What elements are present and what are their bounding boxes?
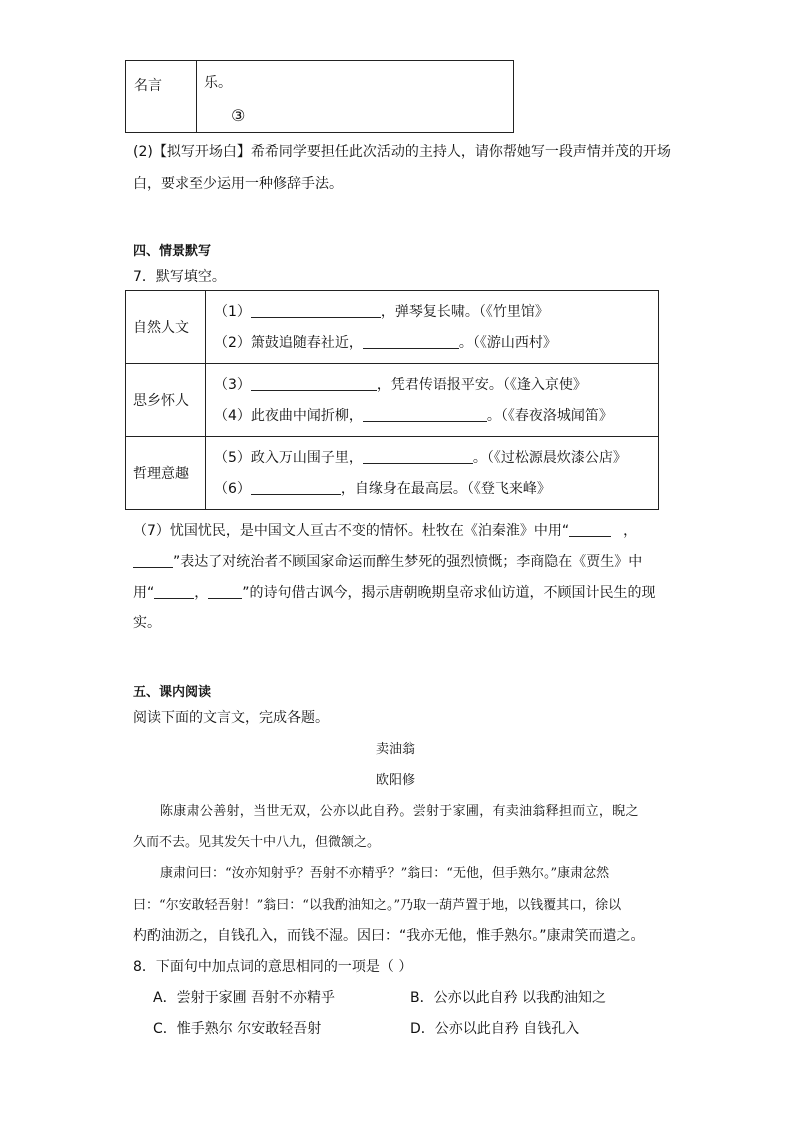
q7-prompt: 7．默写填空。 (133, 269, 226, 285)
circled-marker: ③ (231, 106, 246, 125)
category-cell: 思乡怀人 (126, 364, 206, 437)
fill-item: （1） ，弹琴复长啸。（《竹里馆》 (214, 304, 549, 320)
q7-7-line3: 用“ ， ”的诗句借古讽今，揭示唐朝晚期皇帝求仙访道，不顾国计民生的现 (133, 585, 656, 601)
q7-7-line4: 实。 (133, 615, 161, 631)
passage-p1-line1: 陈康肃公善射，当世无双，公亦以此自矜。尝射于家圃，有卖油翁释担而立，睨之 (160, 804, 639, 819)
option-c[interactable]: C．惟手熟尔 尔安敢轻吾射 (153, 1021, 322, 1037)
answer-blank[interactable] (363, 407, 487, 422)
top-table (125, 60, 514, 133)
passage-author: 欧阳修 (376, 773, 416, 788)
q7-7-line1: （7）忧国忧民，是中国文人亘古不变的情怀。杜牧在《泊秦淮》中用“ ， (133, 523, 638, 539)
category-cell: 哲理意趣 (126, 437, 206, 510)
q7-7-line2: ”表达了对统治者不顾国家命运而醉生梦死的强烈愤慨；李商隐在《贾生》中 (133, 551, 642, 571)
passage-p1-line2: 久而不去。见其发矢十中八九，但微颔之。 (133, 835, 381, 850)
option-b[interactable]: B．公亦以此自矜 以我酌油知之 (410, 990, 607, 1006)
answer-blank[interactable] (363, 449, 473, 464)
answer-blank[interactable] (154, 584, 194, 599)
passage-p2-line1: 康肃问曰：“汝亦知射乎？吾射不亦精乎？”翁曰：“无他，但手熟尔。”康肃忿然 (160, 866, 610, 881)
top-table-label: 名言 (126, 61, 197, 133)
answer-blank[interactable] (569, 522, 611, 537)
answer-blank[interactable] (251, 480, 341, 495)
category-cell: 自然人文 (126, 291, 206, 364)
passage-p2-line3: 杓酌油沥之，自钱孔入，而钱不湿。因曰：“我亦无他，惟手熟尔。”康肃笑而遣之。 (133, 928, 645, 944)
option-d[interactable]: D．公亦以此自矜 自钱孔入 (410, 1021, 580, 1037)
q2-line1: (2)【拟写开场白】希希同学要担任此次活动的主持人，请你帮她写一段声情并茂的开场 (133, 144, 671, 160)
fill-item: （4）此夜曲中闻折柳， 。（《春夜洛城闻笛》 (214, 408, 613, 424)
section4-heading: 四、情景默写 (133, 244, 212, 259)
q8-prompt: 8．下面句中加点词的意思相同的一项是（ ） (133, 959, 413, 975)
recitation-table (125, 290, 659, 510)
answer-blank[interactable] (363, 334, 459, 349)
items-cell (206, 437, 659, 510)
reading-instruction: 阅读下面的文言文，完成各题。 (133, 710, 329, 726)
answer-blank[interactable] (208, 584, 242, 599)
items-cell (206, 291, 659, 364)
answer-blank[interactable] (133, 553, 173, 568)
answer-blank[interactable] (251, 376, 377, 391)
q2-line2: 白，要求至少运用一种修辞手法。 (133, 176, 343, 192)
option-a[interactable]: A．尝射于家圃 吾射不亦精乎 (153, 990, 336, 1006)
passage-title: 卖油翁 (376, 742, 416, 757)
passage-p2-line2: 曰：“尔安敢轻吾射！”翁曰：“以我酌油知之。”乃取一葫芦置于地，以钱覆其口，徐以 (133, 898, 622, 913)
section5-heading: 五、课内阅读 (133, 685, 212, 700)
answer-blank[interactable] (251, 303, 381, 318)
fill-item: （6） ，自缘身在最高层。（《登飞来峰》 (214, 481, 551, 497)
fill-item: （5）政入万山围子里， 。（《过松源晨炊漆公店》 (214, 450, 627, 466)
fill-item: （3） ，凭君传语报平安。（《逢入京使》 (214, 377, 587, 393)
top-table-content: 乐。 ③ (197, 61, 514, 133)
items-cell (206, 364, 659, 437)
fill-item: （2）箫鼓追随春社近， 。（《游山西村》 (214, 335, 557, 351)
